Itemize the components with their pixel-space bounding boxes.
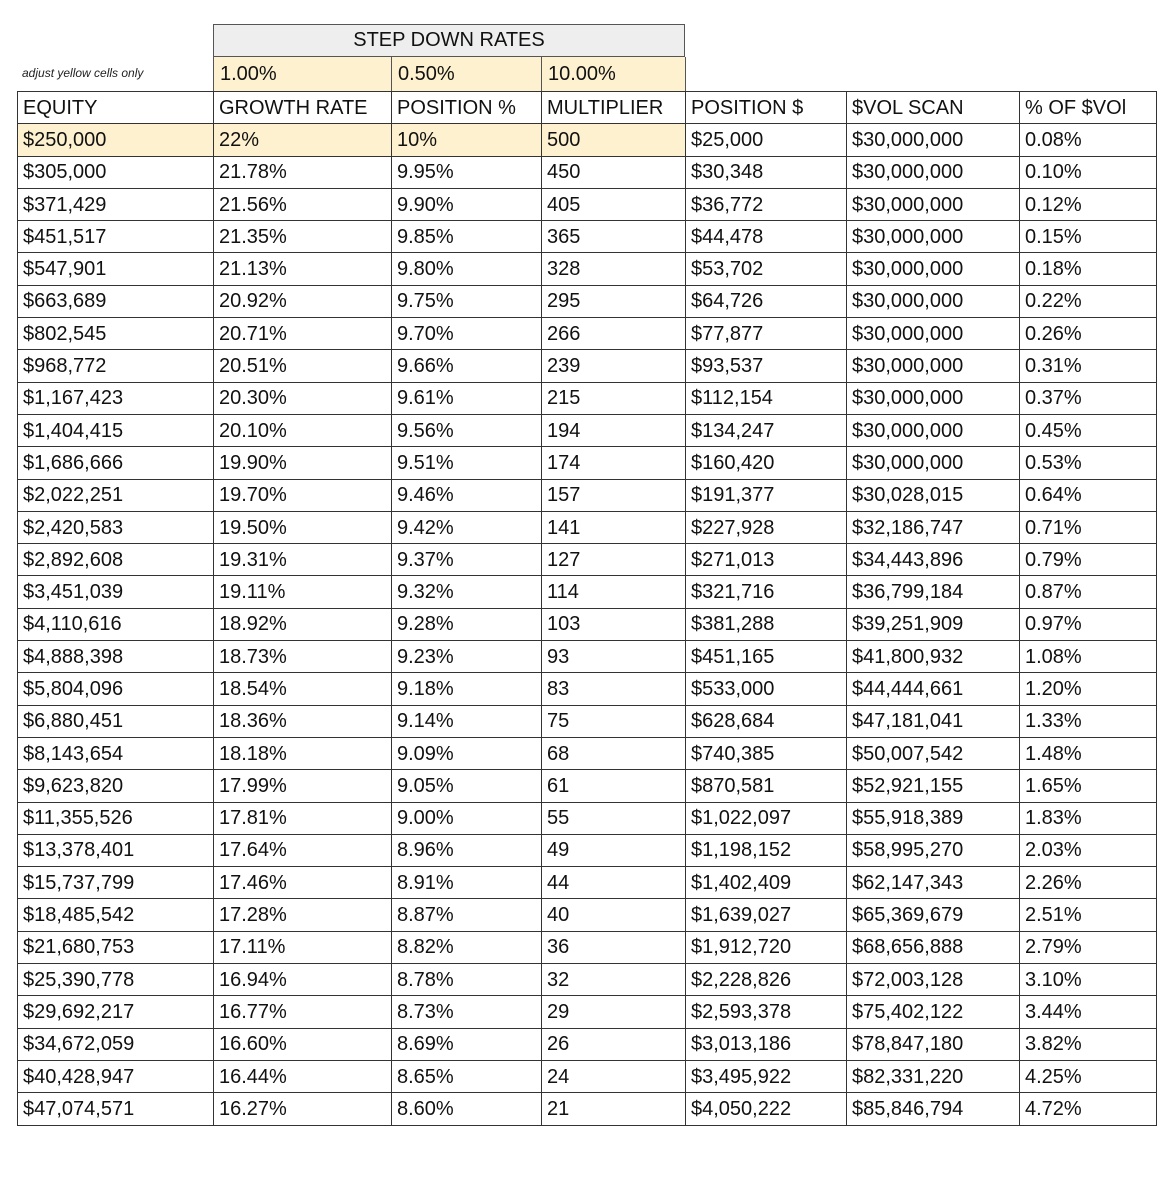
growth-rate-cell[interactable]: 17.99% xyxy=(214,770,392,802)
pct-of-vol-cell[interactable]: 0.18% xyxy=(1020,253,1157,285)
growth-rate-cell[interactable]: 17.81% xyxy=(214,802,392,834)
table-row xyxy=(18,253,1157,285)
equity-cell[interactable]: $1,686,666 xyxy=(18,447,214,479)
multiplier-cell[interactable]: 114 xyxy=(542,576,686,608)
position-dollars-cell[interactable]: $77,877 xyxy=(686,318,847,350)
pct-of-vol-cell[interactable]: 1.08% xyxy=(1020,641,1157,673)
table-row xyxy=(18,1093,1157,1125)
table-row xyxy=(18,1060,1157,1092)
pct-of-vol-cell[interactable]: 4.72% xyxy=(1020,1093,1157,1125)
position-pct-cell[interactable]: 9.37% xyxy=(392,544,542,576)
vol-scan-cell[interactable]: $32,186,747 xyxy=(847,511,1020,543)
vol-scan-cell[interactable]: $68,656,888 xyxy=(847,931,1020,963)
growth-rate-cell[interactable]: 21.13% xyxy=(214,253,392,285)
growth-rate-cell[interactable]: 19.90% xyxy=(214,447,392,479)
position-pct-cell[interactable]: 9.80% xyxy=(392,253,542,285)
vol-scan-cell[interactable]: $30,000,000 xyxy=(847,253,1020,285)
position-pct-cell[interactable]: 9.14% xyxy=(392,705,542,737)
multiplier-cell[interactable]: 44 xyxy=(542,867,686,899)
pct-of-vol-cell[interactable]: 3.82% xyxy=(1020,1028,1157,1060)
position-dollars-cell[interactable]: $870,581 xyxy=(686,770,847,802)
equity-cell[interactable]: $34,672,059 xyxy=(18,1028,214,1060)
multiplier-cell[interactable]: 83 xyxy=(542,673,686,705)
position-pct-cell[interactable]: 8.87% xyxy=(392,899,542,931)
table-row xyxy=(18,641,1157,673)
rate-border xyxy=(685,57,686,91)
table-row xyxy=(18,447,1157,479)
multiplier-cell[interactable]: 295 xyxy=(542,285,686,317)
position-pct-cell[interactable]: 9.28% xyxy=(392,608,542,640)
growth-rate-cell[interactable]: 19.50% xyxy=(214,511,392,543)
multiplier-cell[interactable]: 29 xyxy=(542,996,686,1028)
pct-of-vol-cell[interactable]: 0.64% xyxy=(1020,479,1157,511)
growth-rate-cell[interactable]: 16.27% xyxy=(214,1093,392,1125)
multiplier-cell[interactable]: 157 xyxy=(542,479,686,511)
table-row xyxy=(18,285,1157,317)
table-row xyxy=(18,156,1157,188)
vol-scan-cell[interactable]: $30,000,000 xyxy=(847,447,1020,479)
pct-of-vol-cell[interactable]: 4.25% xyxy=(1020,1060,1157,1092)
position-dollars-cell[interactable]: $1,022,097 xyxy=(686,802,847,834)
position-pct-cell[interactable]: 9.00% xyxy=(392,802,542,834)
pct-of-vol-cell[interactable]: 0.71% xyxy=(1020,511,1157,543)
position-dollars-cell[interactable]: $740,385 xyxy=(686,737,847,769)
equity-cell[interactable]: $305,000 xyxy=(18,156,214,188)
multiplier-cell[interactable]: 75 xyxy=(542,705,686,737)
equity-cell[interactable]: $2,022,251 xyxy=(18,479,214,511)
multiplier-cell[interactable]: 194 xyxy=(542,414,686,446)
position-pct-cell[interactable]: 10% xyxy=(392,124,542,156)
position-dollars-cell[interactable]: $191,377 xyxy=(686,479,847,511)
position-pct-cell[interactable]: 9.56% xyxy=(392,414,542,446)
table-row xyxy=(18,770,1157,802)
multiplier-step-cell[interactable]: 10.00% xyxy=(541,57,685,91)
vol-scan-cell[interactable]: $36,799,184 xyxy=(847,576,1020,608)
growth-rate-cell[interactable]: 19.70% xyxy=(214,479,392,511)
growth-step-cell[interactable]: 1.00% xyxy=(213,57,391,91)
position-pct-cell[interactable]: 8.78% xyxy=(392,964,542,996)
pct-of-vol-cell[interactable]: 1.48% xyxy=(1020,737,1157,769)
table-row xyxy=(18,867,1157,899)
table-row xyxy=(18,964,1157,996)
vol-scan-cell[interactable]: $30,000,000 xyxy=(847,285,1020,317)
position-dollars-cell[interactable]: $1,639,027 xyxy=(686,899,847,931)
position-pct-cell[interactable]: 8.82% xyxy=(392,931,542,963)
growth-rate-cell[interactable]: 20.30% xyxy=(214,382,392,414)
position-dollars-cell[interactable]: $381,288 xyxy=(686,608,847,640)
pct-of-vol-cell[interactable]: 0.22% xyxy=(1020,285,1157,317)
vol-scan-cell[interactable]: $75,402,122 xyxy=(847,996,1020,1028)
vol-scan-cell[interactable]: $30,000,000 xyxy=(847,382,1020,414)
position-pct-cell[interactable]: 9.95% xyxy=(392,156,542,188)
pct-of-vol-cell[interactable]: 0.08% xyxy=(1020,124,1157,156)
vol-scan-cell[interactable]: $34,443,896 xyxy=(847,544,1020,576)
multiplier-cell[interactable]: 328 xyxy=(542,253,686,285)
multiplier-cell[interactable]: 127 xyxy=(542,544,686,576)
equity-cell[interactable]: $802,545 xyxy=(18,318,214,350)
multiplier-cell[interactable]: 24 xyxy=(542,1060,686,1092)
growth-rate-cell[interactable]: 16.44% xyxy=(214,1060,392,1092)
equity-cell[interactable]: $1,167,423 xyxy=(18,382,214,414)
multiplier-cell[interactable]: 500 xyxy=(542,124,686,156)
pct-of-vol-cell[interactable]: 1.83% xyxy=(1020,802,1157,834)
table-row xyxy=(18,996,1157,1028)
table-row xyxy=(18,414,1157,446)
equity-cell[interactable]: EQUITY xyxy=(18,92,214,124)
vol-scan-cell[interactable]: $58,995,270 xyxy=(847,834,1020,866)
table-row xyxy=(18,350,1157,382)
vol-scan-cell[interactable]: $78,847,180 xyxy=(847,1028,1020,1060)
position-dollars-cell[interactable]: $3,495,922 xyxy=(686,1060,847,1092)
equity-cell[interactable]: $451,517 xyxy=(18,221,214,253)
position-pct-cell[interactable]: 9.09% xyxy=(392,737,542,769)
position-pct-cell[interactable]: 9.05% xyxy=(392,770,542,802)
multiplier-cell[interactable]: 32 xyxy=(542,964,686,996)
position-pct-cell[interactable]: 9.90% xyxy=(392,188,542,220)
position-pct-cell[interactable]: 9.42% xyxy=(392,511,542,543)
growth-rate-cell[interactable]: 20.92% xyxy=(214,285,392,317)
vol-scan-cell[interactable]: $30,000,000 xyxy=(847,414,1020,446)
vol-scan-cell[interactable]: $30,000,000 xyxy=(847,156,1020,188)
position-dollars-cell[interactable]: $1,912,720 xyxy=(686,931,847,963)
multiplier-cell[interactable]: 174 xyxy=(542,447,686,479)
growth-rate-cell[interactable]: 20.51% xyxy=(214,350,392,382)
growth-rate-cell[interactable]: 17.11% xyxy=(214,931,392,963)
multiplier-cell[interactable]: 93 xyxy=(542,641,686,673)
equity-cell[interactable]: $1,404,415 xyxy=(18,414,214,446)
position-dollars-cell[interactable]: $30,348 xyxy=(686,156,847,188)
equity-cell[interactable]: $29,692,217 xyxy=(18,996,214,1028)
position-dollars-cell[interactable]: $1,402,409 xyxy=(686,867,847,899)
pct-of-vol-cell[interactable]: 0.12% xyxy=(1020,188,1157,220)
position-pct-cell[interactable]: 8.69% xyxy=(392,1028,542,1060)
position-dollars-cell[interactable]: $533,000 xyxy=(686,673,847,705)
vol-scan-cell[interactable]: $41,800,932 xyxy=(847,641,1020,673)
growth-rate-cell[interactable]: 18.18% xyxy=(214,737,392,769)
header-row xyxy=(18,92,1157,124)
table-row xyxy=(18,834,1157,866)
step-down-rates-header: STEP DOWN RATES xyxy=(213,24,685,57)
growth-rate-cell[interactable]: 19.11% xyxy=(214,576,392,608)
pct-of-vol-cell[interactable]: 2.03% xyxy=(1020,834,1157,866)
vol-scan-cell[interactable]: $30,000,000 xyxy=(847,318,1020,350)
table-row xyxy=(18,318,1157,350)
growth-rate-cell[interactable]: 18.36% xyxy=(214,705,392,737)
equity-cell[interactable]: $3,451,039 xyxy=(18,576,214,608)
equity-cell[interactable]: $21,680,753 xyxy=(18,931,214,963)
growth-rate-cell[interactable]: 21.56% xyxy=(214,188,392,220)
pct-of-vol-cell[interactable]: 0.31% xyxy=(1020,350,1157,382)
growth-rate-cell[interactable]: 20.10% xyxy=(214,414,392,446)
equity-cell[interactable]: $547,901 xyxy=(18,253,214,285)
position-pct-cell[interactable]: 9.75% xyxy=(392,285,542,317)
equity-cell[interactable]: $8,143,654 xyxy=(18,737,214,769)
growth-rate-cell[interactable]: 20.71% xyxy=(214,318,392,350)
position-dollars-cell[interactable]: $628,684 xyxy=(686,705,847,737)
multiplier-cell[interactable]: 36 xyxy=(542,931,686,963)
position-pct-cell[interactable]: 8.60% xyxy=(392,1093,542,1125)
position-pct-cell[interactable]: 9.18% xyxy=(392,673,542,705)
table-row xyxy=(18,1028,1157,1060)
position-pct-cell[interactable]: 9.32% xyxy=(392,576,542,608)
pct-of-vol-cell[interactable]: 0.53% xyxy=(1020,447,1157,479)
multiplier-cell[interactable]: 61 xyxy=(542,770,686,802)
position-dollars-cell[interactable]: $25,000 xyxy=(686,124,847,156)
equity-cell[interactable]: $11,355,526 xyxy=(18,802,214,834)
position-pct-cell[interactable]: 9.85% xyxy=(392,221,542,253)
pct-of-vol-cell[interactable]: 1.65% xyxy=(1020,770,1157,802)
equity-cell[interactable]: $2,892,608 xyxy=(18,544,214,576)
table-row xyxy=(18,608,1157,640)
pct-of-vol-cell[interactable]: 0.97% xyxy=(1020,608,1157,640)
vol-scan-cell[interactable]: $62,147,343 xyxy=(847,867,1020,899)
vol-scan-cell[interactable]: $50,007,542 xyxy=(847,737,1020,769)
position-dollars-cell[interactable]: $36,772 xyxy=(686,188,847,220)
multiplier-cell[interactable]: MULTIPLIER xyxy=(542,92,686,124)
growth-rate-cell[interactable]: 17.46% xyxy=(214,867,392,899)
vol-scan-cell[interactable]: $55,918,389 xyxy=(847,802,1020,834)
pct-of-vol-cell[interactable]: 0.87% xyxy=(1020,576,1157,608)
table-row xyxy=(18,737,1157,769)
position-dollars-cell[interactable]: $2,593,378 xyxy=(686,996,847,1028)
growth-rate-cell[interactable]: 16.77% xyxy=(214,996,392,1028)
growth-rate-cell[interactable]: 17.64% xyxy=(214,834,392,866)
equity-cell[interactable]: $18,485,542 xyxy=(18,899,214,931)
vol-scan-cell[interactable]: $82,331,220 xyxy=(847,1060,1020,1092)
multiplier-cell[interactable]: 266 xyxy=(542,318,686,350)
equity-cell[interactable]: $663,689 xyxy=(18,285,214,317)
pct-of-vol-cell[interactable]: 1.33% xyxy=(1020,705,1157,737)
vol-scan-cell[interactable]: $30,000,000 xyxy=(847,188,1020,220)
equity-cell[interactable]: $2,420,583 xyxy=(18,511,214,543)
growth-rate-cell[interactable]: 21.78% xyxy=(214,156,392,188)
pct-of-vol-cell[interactable]: 0.10% xyxy=(1020,156,1157,188)
pct-of-vol-cell[interactable]: 2.51% xyxy=(1020,899,1157,931)
vol-scan-cell[interactable]: $85,846,794 xyxy=(847,1093,1020,1125)
position-dollars-cell[interactable]: $112,154 xyxy=(686,382,847,414)
table-row xyxy=(18,479,1157,511)
position-dollars-cell[interactable]: $64,726 xyxy=(686,285,847,317)
position-dollars-cell[interactable]: $44,478 xyxy=(686,221,847,253)
table-row xyxy=(18,188,1157,220)
multiplier-cell[interactable]: 365 xyxy=(542,221,686,253)
vol-scan-cell[interactable]: $39,251,909 xyxy=(847,608,1020,640)
vol-scan-cell[interactable]: $30,000,000 xyxy=(847,124,1020,156)
position-pct-cell[interactable]: 9.61% xyxy=(392,382,542,414)
instruction-note: adjust yellow cells only xyxy=(22,66,144,80)
table-row xyxy=(18,673,1157,705)
pct-of-vol-cell[interactable]: 0.79% xyxy=(1020,544,1157,576)
vol-scan-cell[interactable]: $30,000,000 xyxy=(847,350,1020,382)
growth-rate-cell[interactable]: 17.28% xyxy=(214,899,392,931)
growth-rate-cell[interactable]: 19.31% xyxy=(214,544,392,576)
vol-scan-cell[interactable]: $52,921,155 xyxy=(847,770,1020,802)
position-pct-cell[interactable]: 9.51% xyxy=(392,447,542,479)
growth-rate-cell[interactable]: 22% xyxy=(214,124,392,156)
pct-of-vol-cell[interactable]: 2.26% xyxy=(1020,867,1157,899)
equity-cell[interactable]: $5,804,096 xyxy=(18,673,214,705)
position-dollars-cell[interactable]: $4,050,222 xyxy=(686,1093,847,1125)
growth-rate-cell[interactable]: 21.35% xyxy=(214,221,392,253)
position-dollars-cell[interactable]: $227,928 xyxy=(686,511,847,543)
table-row xyxy=(18,931,1157,963)
position-pct-cell[interactable]: 9.66% xyxy=(392,350,542,382)
multiplier-cell[interactable]: 68 xyxy=(542,737,686,769)
equity-cell[interactable]: $40,428,947 xyxy=(18,1060,214,1092)
multiplier-cell[interactable]: 103 xyxy=(542,608,686,640)
multiplier-cell[interactable]: 26 xyxy=(542,1028,686,1060)
position-sizing-table xyxy=(17,91,1157,1126)
position-pct-cell[interactable]: 8.96% xyxy=(392,834,542,866)
growth-rate-cell[interactable]: GROWTH RATE xyxy=(214,92,392,124)
growth-rate-cell[interactable]: 18.54% xyxy=(214,673,392,705)
multiplier-cell[interactable]: 40 xyxy=(542,899,686,931)
pct-of-vol-cell[interactable]: 3.44% xyxy=(1020,996,1157,1028)
vol-scan-cell[interactable]: $47,181,041 xyxy=(847,705,1020,737)
multiplier-cell[interactable]: 141 xyxy=(542,511,686,543)
position-dollars-cell[interactable]: $271,013 xyxy=(686,544,847,576)
multiplier-cell[interactable]: 21 xyxy=(542,1093,686,1125)
vol-scan-cell[interactable]: $72,003,128 xyxy=(847,964,1020,996)
equity-cell[interactable]: $250,000 xyxy=(18,124,214,156)
multiplier-cell[interactable]: 450 xyxy=(542,156,686,188)
position-dollars-cell[interactable]: $3,013,186 xyxy=(686,1028,847,1060)
pct-of-vol-cell[interactable]: 0.37% xyxy=(1020,382,1157,414)
position-pct-cell[interactable]: 9.70% xyxy=(392,318,542,350)
multiplier-cell[interactable]: 49 xyxy=(542,834,686,866)
multiplier-cell[interactable]: 215 xyxy=(542,382,686,414)
position-pct-cell[interactable]: 8.91% xyxy=(392,867,542,899)
vol-scan-cell[interactable]: $65,369,679 xyxy=(847,899,1020,931)
pct-of-vol-cell[interactable]: 3.10% xyxy=(1020,964,1157,996)
pct-of-vol-cell[interactable]: 2.79% xyxy=(1020,931,1157,963)
equity-cell[interactable]: $9,623,820 xyxy=(18,770,214,802)
multiplier-cell[interactable]: 239 xyxy=(542,350,686,382)
position-pct-cell[interactable]: 8.65% xyxy=(392,1060,542,1092)
equity-cell[interactable]: $25,390,778 xyxy=(18,964,214,996)
table-row xyxy=(18,705,1157,737)
position-dollars-cell[interactable]: POSITION $ xyxy=(686,92,847,124)
position-dollars-cell[interactable]: $93,537 xyxy=(686,350,847,382)
position-pct-cell[interactable]: 9.23% xyxy=(392,641,542,673)
vol-scan-cell[interactable]: $44,444,661 xyxy=(847,673,1020,705)
position-dollars-cell[interactable]: $134,247 xyxy=(686,414,847,446)
growth-rate-cell[interactable]: 16.94% xyxy=(214,964,392,996)
vol-scan-cell[interactable]: $VOL SCAN xyxy=(847,92,1020,124)
equity-cell[interactable]: $4,888,398 xyxy=(18,641,214,673)
position-dollars-cell[interactable]: $2,228,826 xyxy=(686,964,847,996)
growth-rate-cell[interactable]: 18.92% xyxy=(214,608,392,640)
position-dollars-cell[interactable]: $160,420 xyxy=(686,447,847,479)
equity-cell[interactable]: $4,110,616 xyxy=(18,608,214,640)
table-row xyxy=(18,382,1157,414)
multiplier-cell[interactable]: 405 xyxy=(542,188,686,220)
equity-cell[interactable]: $968,772 xyxy=(18,350,214,382)
position-dollars-cell[interactable]: $53,702 xyxy=(686,253,847,285)
pct-of-vol-cell[interactable]: 0.45% xyxy=(1020,414,1157,446)
position-pct-cell[interactable]: 8.73% xyxy=(392,996,542,1028)
position-dollars-cell[interactable]: $1,198,152 xyxy=(686,834,847,866)
vol-scan-cell[interactable]: $30,028,015 xyxy=(847,479,1020,511)
table-row xyxy=(18,899,1157,931)
equity-cell[interactable]: $13,378,401 xyxy=(18,834,214,866)
position-step-cell[interactable]: 0.50% xyxy=(391,57,541,91)
equity-cell[interactable]: $6,880,451 xyxy=(18,705,214,737)
pct-of-vol-cell[interactable]: 0.26% xyxy=(1020,318,1157,350)
growth-rate-cell[interactable]: 16.60% xyxy=(214,1028,392,1060)
position-dollars-cell[interactable]: $451,165 xyxy=(686,641,847,673)
position-pct-cell[interactable]: 9.46% xyxy=(392,479,542,511)
growth-rate-cell[interactable]: 18.73% xyxy=(214,641,392,673)
table-row xyxy=(18,576,1157,608)
pct-of-vol-cell[interactable]: 0.15% xyxy=(1020,221,1157,253)
table-row xyxy=(18,802,1157,834)
pct-of-vol-cell[interactable]: % OF $VOl xyxy=(1020,92,1157,124)
table-row xyxy=(18,544,1157,576)
table-row xyxy=(18,221,1157,253)
position-pct-cell[interactable]: POSITION % xyxy=(392,92,542,124)
vol-scan-cell[interactable]: $30,000,000 xyxy=(847,221,1020,253)
equity-cell[interactable]: $15,737,799 xyxy=(18,867,214,899)
position-dollars-cell[interactable]: $321,716 xyxy=(686,576,847,608)
input-row xyxy=(18,124,1157,156)
equity-cell[interactable]: $371,429 xyxy=(18,188,214,220)
table-row xyxy=(18,511,1157,543)
multiplier-cell[interactable]: 55 xyxy=(542,802,686,834)
equity-cell[interactable]: $47,074,571 xyxy=(18,1093,214,1125)
pct-of-vol-cell[interactable]: 1.20% xyxy=(1020,673,1157,705)
